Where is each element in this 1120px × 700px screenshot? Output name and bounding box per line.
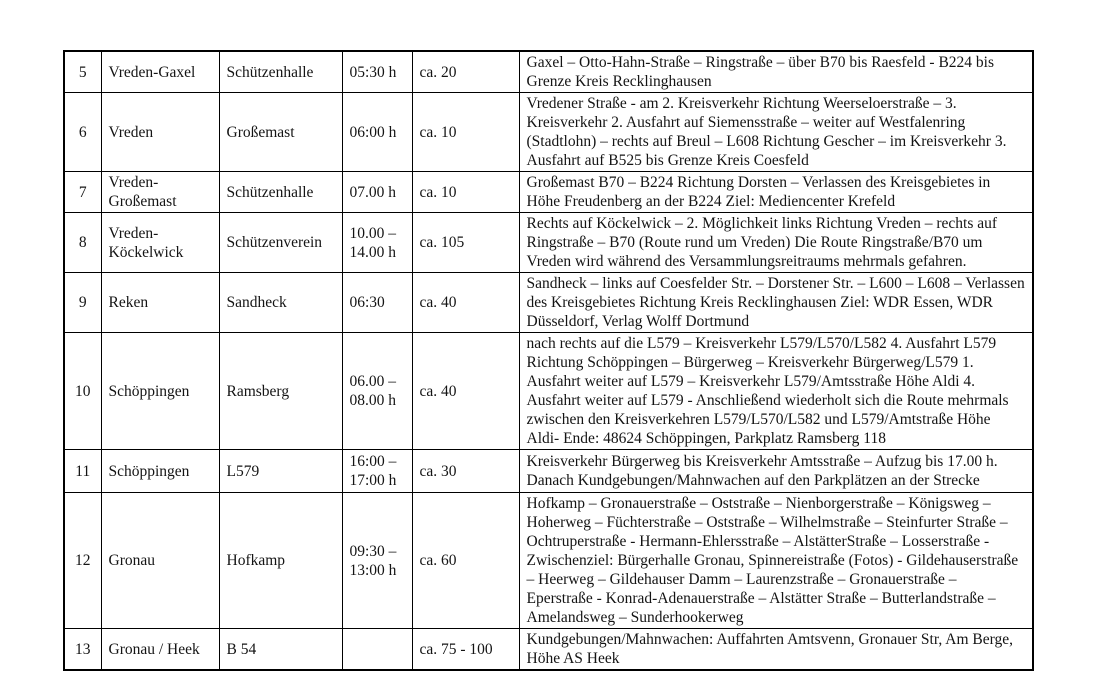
cell-treffpunkt: Schützenhalle xyxy=(219,172,342,213)
cell-nr: 12 xyxy=(64,493,101,629)
cell-zeit: 06:00 h xyxy=(342,93,412,172)
cell-ort: Reken xyxy=(101,273,219,333)
cell-teilnehmer: ca. 10 xyxy=(412,172,519,213)
cell-treffpunkt: L579 xyxy=(219,450,342,493)
cell-route: Gaxel – Otto-Hahn-Straße – Ringstraße – über B70 bis Raesfeld - B224 bis Grenze Kreis Recklinghausen xyxy=(519,51,1033,93)
route-table-body xyxy=(64,51,1033,670)
cell-zeit: 09:30 – 13:00 h xyxy=(342,493,412,629)
cell-nr: 5 xyxy=(64,51,101,93)
cell-route: Rechts auf Köckelwick – 2. Möglichkeit links Richtung Vreden – rechts auf Ringstraße – B70 (Route rund um Vreden) Die Route Ringstraße/B70 um Vreden wird während des Versammlungsreitraums mehrmals gefahren. xyxy=(519,213,1033,273)
cell-nr: 13 xyxy=(64,629,101,671)
cell-treffpunkt: Ramsberg xyxy=(219,333,342,450)
table-row xyxy=(64,51,1033,93)
cell-ort: Schöppingen xyxy=(101,333,219,450)
cell-treffpunkt: Großemast xyxy=(219,93,342,172)
cell-nr: 8 xyxy=(64,213,101,273)
cell-treffpunkt: B 54 xyxy=(219,629,342,671)
table-row xyxy=(64,493,1033,629)
cell-nr: 7 xyxy=(64,172,101,213)
cell-teilnehmer: ca. 40 xyxy=(412,273,519,333)
cell-zeit: 16:00 – 17:00 h xyxy=(342,450,412,493)
table-row xyxy=(64,629,1033,671)
cell-ort: Gronau xyxy=(101,493,219,629)
table-row xyxy=(64,450,1033,493)
table-row xyxy=(64,213,1033,273)
table-row xyxy=(64,172,1033,213)
cell-nr: 11 xyxy=(64,450,101,493)
cell-teilnehmer: ca. 40 xyxy=(412,333,519,450)
cell-teilnehmer: ca. 10 xyxy=(412,93,519,172)
cell-ort: Vreden-Köckelwick xyxy=(101,213,219,273)
cell-nr: 10 xyxy=(64,333,101,450)
cell-treffpunkt: Schützenhalle xyxy=(219,51,342,93)
cell-treffpunkt: Hofkamp xyxy=(219,493,342,629)
cell-ort: Vreden-Gaxel xyxy=(101,51,219,93)
cell-treffpunkt: Schützenverein xyxy=(219,213,342,273)
table-row xyxy=(64,273,1033,333)
cell-route: Sandheck – links auf Coesfelder Str. – Dorstener Str. – L600 – L608 – Verlassen des Kreisgebietes Richtung Kreis Recklinghausen Ziel: WDR Essen, WDR Düsseldorf, Verlag Wolff Dortmund xyxy=(519,273,1033,333)
cell-route: Vredener Straße - am 2. Kreisverkehr Richtung Weerseloerstraße – 3. Kreisverkehr 2. Ausfahrt auf Siemensstraße – weiter auf Westfalenring (Stadtlohn) – rechts auf Breul – L608 Richtung Gescher – im Kreisverkehr 3. Ausfahrt auf B525 bis Grenze Kreis Coesfeld xyxy=(519,93,1033,172)
cell-nr: 6 xyxy=(64,93,101,172)
cell-ort: Gronau / Heek xyxy=(101,629,219,671)
cell-route: Hofkamp – Gronauerstraße – Oststraße – Nienborgerstraße – Königsweg – Hoherweg – Füchterstraße – Oststraße – Wilhelmstraße – Steinfurter Straße – Ochtruperstraße - Hermann-Ehlersstraße – AlstätterStraße – Losserstraße - Zwischenziel: Bürgerhalle Gronau, Spinnereistraße (Fotos) - Gildehauserstraße – Heerweg – Gildehauser Damm – Laurenzstraße – Gronauerstraße – Eperstraße - Konrad-Adenauerstraße – Alstätter Straße – Butterlandstraße – Amelandsweg – Sunderhookerweg xyxy=(519,493,1033,629)
table-row xyxy=(64,93,1033,172)
route-table xyxy=(63,50,1034,671)
cell-teilnehmer: ca. 105 xyxy=(412,213,519,273)
cell-treffpunkt: Sandheck xyxy=(219,273,342,333)
cell-zeit xyxy=(342,629,412,671)
cell-teilnehmer: ca. 60 xyxy=(412,493,519,629)
table-row xyxy=(64,333,1033,450)
cell-teilnehmer: ca. 75 - 100 xyxy=(412,629,519,671)
cell-teilnehmer: ca. 20 xyxy=(412,51,519,93)
route-table-container xyxy=(63,50,1034,671)
cell-ort: Vreden xyxy=(101,93,219,172)
cell-route: Großemast B70 – B224 Richtung Dorsten – Verlassen des Kreisgebietes in Höhe Freudenberg an der B224 Ziel: Mediencenter Krefeld xyxy=(519,172,1033,213)
cell-route: Kundgebungen/Mahnwachen: Auffahrten Amtsvenn, Gronauer Str, Am Berge, Höhe AS Heek xyxy=(519,629,1033,671)
cell-route: nach rechts auf die L579 – Kreisverkehr L579/L570/L582 4. Ausfahrt L579 Richtung Schöppingen – Bürgerweg – Kreisverkehr Bürgerweg/L579 1. Ausfahrt weiter auf L579 – Kreisverkehr L579/Amtsstraße Höhe Aldi 4. Ausfahrt weiter auf L579 - Anschließend wiederholt sich die Route mehrmals zwischen den Kreisverkehren L579/L570/L582 und L579/Amtstraße Höhe Aldi- Ende: 48624 Schöppingen, Parkplatz Ramsberg 118 xyxy=(519,333,1033,450)
cell-zeit: 05:30 h xyxy=(342,51,412,93)
cell-zeit: 10.00 – 14.00 h xyxy=(342,213,412,273)
cell-ort: Schöppingen xyxy=(101,450,219,493)
cell-ort: Vreden-Großemast xyxy=(101,172,219,213)
cell-zeit: 06.00 – 08.00 h xyxy=(342,333,412,450)
cell-zeit: 07.00 h xyxy=(342,172,412,213)
cell-nr: 9 xyxy=(64,273,101,333)
cell-teilnehmer: ca. 30 xyxy=(412,450,519,493)
cell-route: Kreisverkehr Bürgerweg bis Kreisverkehr Amtsstraße – Aufzug bis 17.00 h. Danach Kundgebungen/Mahnwachen auf den Parkplätzen an der Strecke xyxy=(519,450,1033,493)
cell-zeit: 06:30 xyxy=(342,273,412,333)
